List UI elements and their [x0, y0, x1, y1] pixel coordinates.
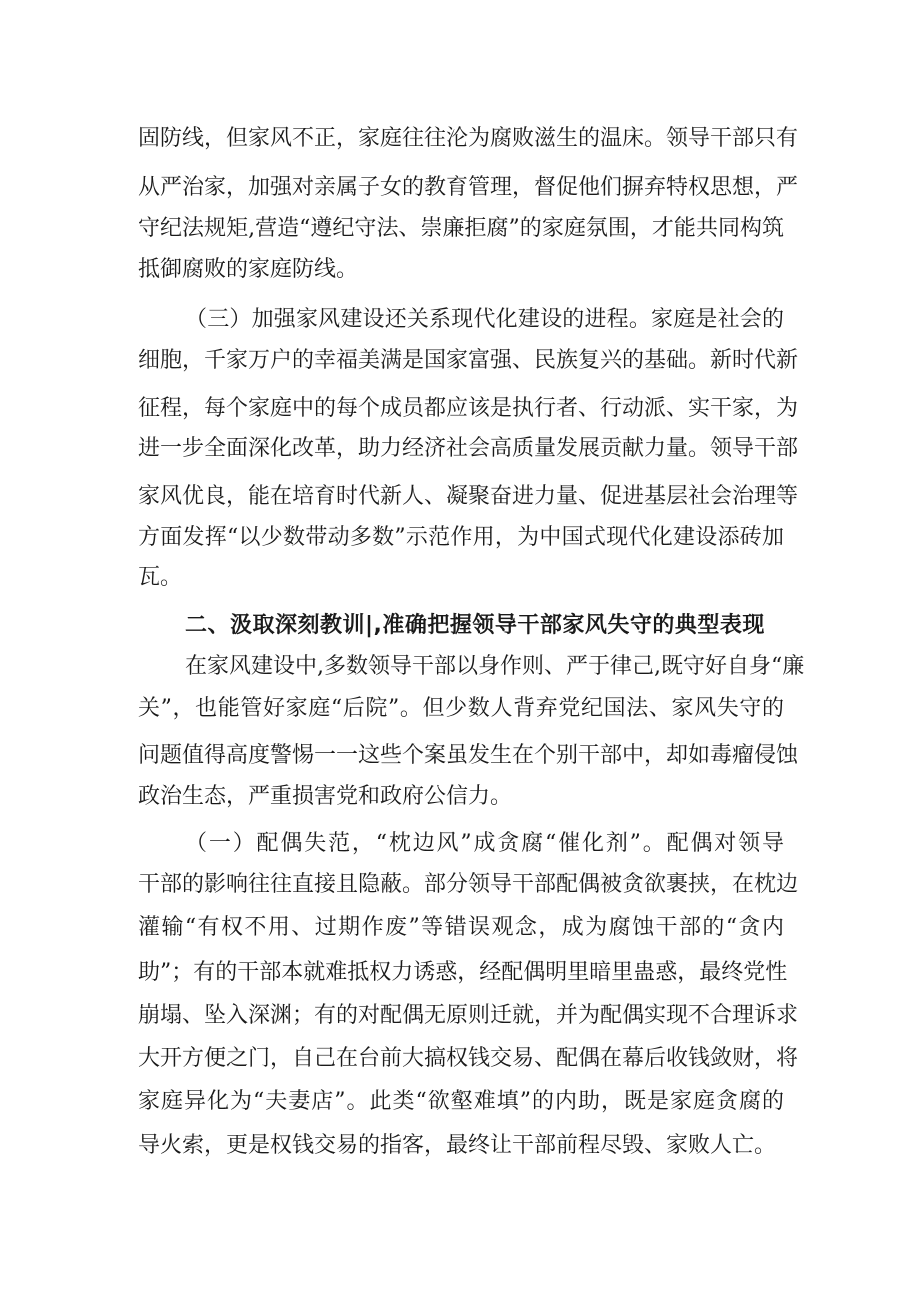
para2-line-6: 方面发挥“以少数带动多数”示范作用，为中国式现代化建设添砖加: [138, 525, 784, 550]
para2-line-3: 征程，每个家庭中的每个成员都应该是执行者、行动派、实干家，为: [138, 396, 799, 421]
para2-line-5: 家风优良，能在培育时代新人、凝聚奋进力量、促进基层社会治理等: [138, 484, 799, 509]
para4-line-8: 导火索，更是权钱交易的指客，最终让干部前程尽毁、家败人亡。: [138, 1133, 777, 1158]
para4-line-5: 崩塌、坠入深渊；有的对配偶无原则迁就，并为配偶实现不合理诉求: [138, 1003, 799, 1028]
para4-line-3: 灌输“有权不用、过期作废”等错误观念，成为腐蚀干部的“贪内: [138, 915, 784, 940]
section-heading: 二、汲取深刻教训|,准确把握领导干部家风失守的典型表现: [185, 613, 765, 638]
para2-line-1: （三）加强家风建设还关系现代化建设的进程。家庭是社会的: [185, 307, 784, 332]
para4-line-1: （一）配偶失范，“枕边风”成贪腐“催化剂”。配偶对领导: [185, 831, 784, 856]
para2-line-7: 瓦。: [138, 565, 183, 590]
para3-line-2: 关”，也能管好家庭“后院”。但少数人背弃党纪国法、家风失守的: [138, 696, 784, 721]
para2-line-4: 进一步全面深化改革，助力经济社会高质量发展贡献力量。领导干部: [138, 436, 799, 461]
para3-line-1: 在家风建设中,多数领导干部以身作则、严于律己,既守好自身“廉: [185, 654, 805, 679]
para4-line-7: 家庭异化为“夫妻店”。此类“欲壑难填”的内助，既是家庭贪腐的: [138, 1089, 784, 1114]
para1-line-3: 守纪法规矩,营造“遵纪守法、崇廉拒腐”的家庭氛围，才能共同构筑: [138, 216, 784, 241]
para1-line-4: 抵御腐败的家庭防线。: [138, 257, 359, 282]
para1-line-1: 固防线，但家风不正，家庭往往沦为腐败滋生的温床。领导干部只有: [138, 126, 799, 151]
para4-line-2: 干部的影响往往直接且隐蔽。部分领导干部配偶被贪欲裹挟，在枕边: [138, 872, 799, 897]
para4-line-6: 大开方便之门，自己在台前大搞权钱交易、配偶在幕后收钱敛财，将: [138, 1046, 799, 1071]
para2-line-2: 细胞，千家万户的幸福美满是国家富强、民族复兴的基础。新时代新: [138, 348, 799, 373]
para4-line-4: 助”；有的干部本就难抵权力诱惑，经配偶明里暗里蛊惑，最终党性: [138, 960, 788, 985]
para3-line-4: 政治生态，严重损害党和政府公信力。: [138, 784, 513, 809]
para1-line-2: 从严治家，加强对亲属子女的教育管理，督促他们摒弃特权思想，严: [138, 175, 799, 200]
para3-line-3: 问题值得高度警惕一一这些个案虽发生在个别干部中，却如毒瘤侵蚀: [138, 743, 799, 768]
